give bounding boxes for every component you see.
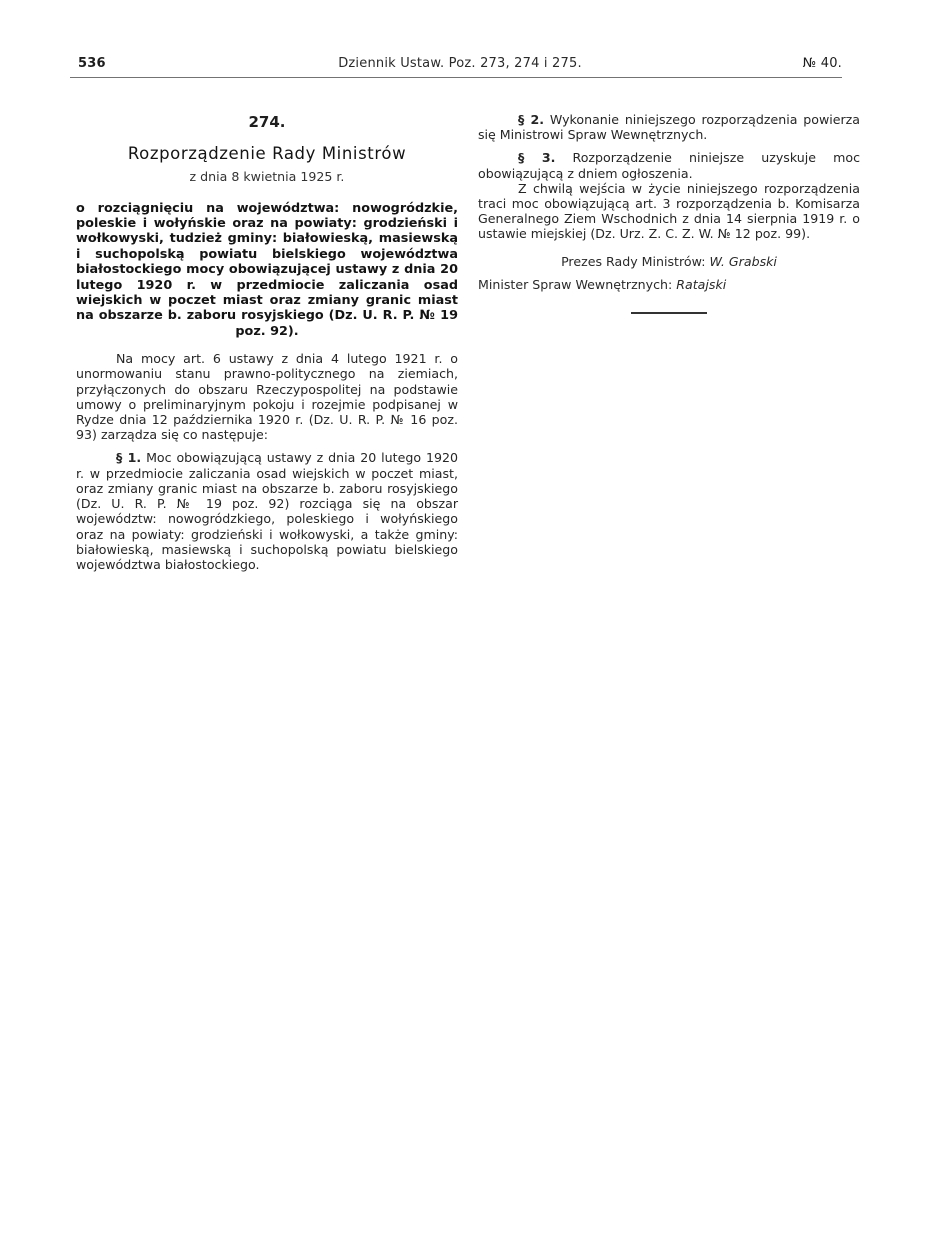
section-2 bbox=[478, 112, 860, 142]
page-header bbox=[78, 54, 842, 76]
signature-2-name: Ratajski bbox=[676, 276, 727, 292]
section-3-label: § 3. bbox=[518, 150, 556, 166]
header-rule bbox=[70, 77, 842, 78]
right-column bbox=[478, 112, 860, 314]
section-1 bbox=[76, 450, 458, 572]
section-3-extra: Z chwilą wejścia w życie niniejszego rozporządzenia traci moc obowiązującą art. 3 rozporządzenia b. Komisarza Generalnego Ziem Wschodnich z dnia 14 sierpnia 1919 r. o ustawie miejskiej (Dz. Urz. Z. C. Z. W. № 12 poz. 99). bbox=[478, 180, 860, 242]
signature-2-role: Minister Spraw Wewnętrznych: bbox=[478, 276, 673, 292]
section-1-text: Moc obowiązującą ustawy z dnia 20 lutego 1920 r. w przedmiocie zaliczania osad wiejskich w poczet miast, oraz zmiany granic miast na obszarze b. zaboru rosyjskiego (Dz. U. R. P. № 19 poz. 92) rozciąga się na obszar województw: nowogródzkiego, poleskiego i wołyńskiego oraz na powiaty: grodzieński i wołkowyski, a także gminy: białowieską, masiewską i suchopolską powiatu bielskiego województwa białostockiego. bbox=[76, 450, 458, 572]
section-2-label: § 2. bbox=[518, 112, 545, 127]
signature-interior-minister bbox=[478, 277, 860, 292]
issue-number: № 40. bbox=[802, 56, 842, 71]
act-title: Rozporządzenie Rady Ministrów bbox=[127, 144, 407, 164]
signature-1-name: W. Grabski bbox=[709, 253, 777, 269]
left-column bbox=[76, 112, 458, 580]
section-2-text: Wykonanie niniejszego rozporządzenia powierza się Ministrowi Spraw Wewnętrznych. bbox=[478, 112, 860, 143]
page-number: 536 bbox=[78, 56, 106, 71]
signature-1-role: Prezes Rady Ministrów: bbox=[561, 253, 706, 269]
act-subject: o rozciągnięciu na województwa: nowogródzkie, poleskie i wołyńskie oraz na powiaty: grodzieński i wołkowyski, tudzież gminy: białowieską, masiewską i suchopolską powiatu bielskiego województwa białostockiego mocy obowiązującej ustawy z dnia 20 lutego 1920 r. w przedmiocie zaliczania osad wiejskich w poczet miast oraz zmiany granic miast na obszarze b. zaboru rosyjskiego (Dz. U. R. P. № 19 poz. 92). bbox=[76, 200, 458, 339]
preamble: Na mocy art. 6 ustawy z dnia 4 lutego 1921 r. o unormowaniu stanu prawno-politycznego na ziemiach, przyłączonych do obszaru Rzeczypospolitej na podstawie umowy o preliminaryjnym pokoju i rozejmie podpisanej w Rydze dnia 12 października 1920 r. (Dz. U. R. P. № 16 poz. 93) zarządza się co następuje: bbox=[76, 351, 458, 443]
section-3-text: Rozporządzenie niniejsze uzyskuje moc obowiązującą z dniem ogłoszenia. bbox=[478, 150, 861, 181]
section-3 bbox=[478, 150, 860, 180]
act-date: z dnia 8 kwietnia 1925 r. bbox=[189, 169, 345, 185]
journal-title: Dziennik Ustaw. Poz. 273, 274 i 275. bbox=[338, 56, 582, 71]
section-1-label: § 1. bbox=[116, 450, 142, 466]
signature-prime-minister bbox=[478, 254, 860, 269]
end-rule bbox=[631, 312, 707, 314]
act-number: 274. bbox=[248, 113, 286, 131]
